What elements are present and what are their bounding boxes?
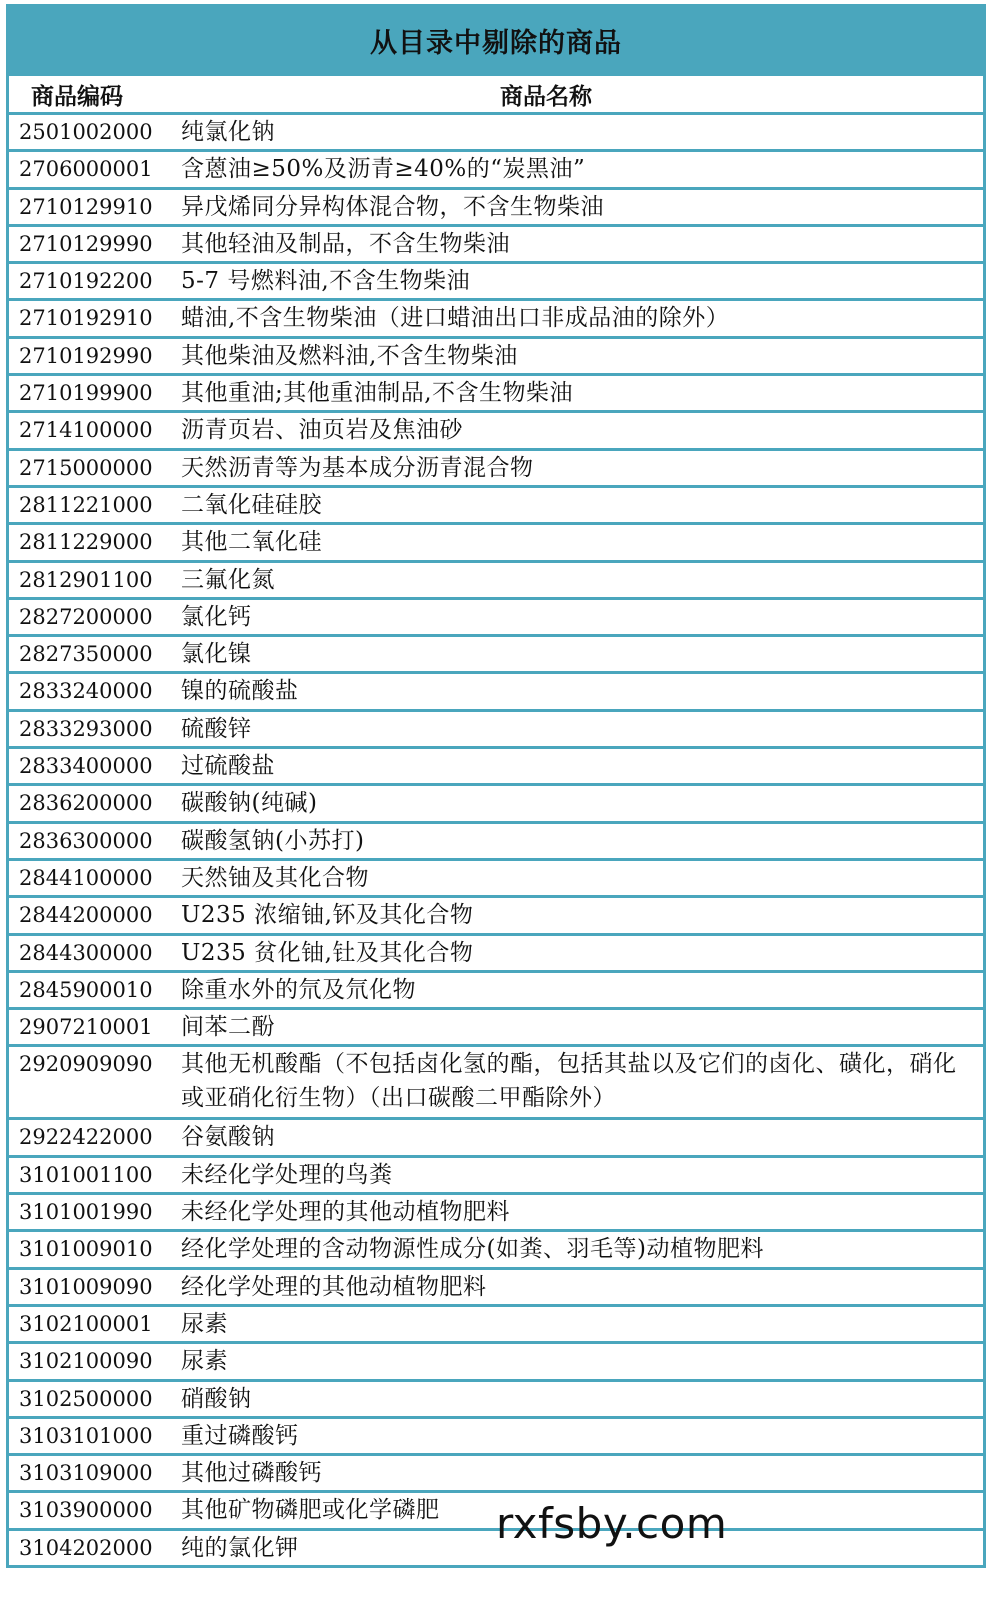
table-row xyxy=(9,1010,983,1047)
table-row xyxy=(9,413,983,450)
product-code-cell: 2844200000 xyxy=(19,903,153,928)
product-code-cell: 2710129910 xyxy=(19,194,153,219)
product-name-cell: 天然沥青等为基本成分沥青混合物 xyxy=(181,454,534,481)
product-name-cell: 除重水外的氘及氘化物 xyxy=(181,976,416,1003)
table-row xyxy=(9,861,983,898)
product-code-cell: 2827200000 xyxy=(19,604,153,629)
product-code-cell: 2811221000 xyxy=(19,492,153,517)
product-code-cell: 3101001990 xyxy=(19,1200,153,1225)
table-row xyxy=(9,1270,983,1307)
product-name-cell: 其他二氧化硅 xyxy=(181,529,322,556)
product-name-cell: 镍的硫酸盐 xyxy=(181,678,299,705)
table-row xyxy=(9,227,983,264)
product-name-cell: 天然铀及其化合物 xyxy=(181,864,369,891)
product-code-cell: 2833293000 xyxy=(19,716,153,741)
watermark-text: rxfsby.com xyxy=(496,1499,728,1548)
table-row xyxy=(9,1120,983,1157)
product-name-cell: 三氟化氮 xyxy=(181,566,275,593)
product-code-cell: 2920909090 xyxy=(19,1052,153,1077)
table-row xyxy=(9,1158,983,1195)
table-row xyxy=(9,712,983,749)
product-name-cell: 其他矿物磷肥或化学磷肥 xyxy=(181,1497,440,1524)
table-row xyxy=(9,1047,983,1120)
product-code-cell: 3104202000 xyxy=(19,1535,153,1560)
product-code-cell: 2710129990 xyxy=(19,231,153,256)
table-row xyxy=(9,1344,983,1381)
table-row xyxy=(9,264,983,301)
product-name-cell: 经化学处理的其他动植物肥料 xyxy=(181,1273,487,1300)
product-name-cell: 沥青页岩、油页岩及焦油砂 xyxy=(181,417,463,444)
table-header-row xyxy=(9,76,983,115)
product-code-cell: 2844300000 xyxy=(19,940,153,965)
product-name-cell: 纯氯化钠 xyxy=(181,119,275,145)
table-row xyxy=(9,115,983,152)
product-code-cell: 2833240000 xyxy=(19,679,153,704)
table-row xyxy=(9,973,983,1010)
product-code-cell: 2907210001 xyxy=(19,1015,153,1040)
product-name-cell: 二氧化硅硅胶 xyxy=(181,491,322,518)
column-header-name: 商品名称 xyxy=(500,83,592,110)
product-code-cell: 2812901100 xyxy=(19,567,153,592)
product-code-cell: 3102500000 xyxy=(19,1386,153,1411)
product-code-cell: 2844100000 xyxy=(19,865,153,890)
product-code-cell: 2845900010 xyxy=(19,977,153,1002)
product-name-cell: 尿素 xyxy=(181,1310,228,1337)
product-code-cell: 3101009010 xyxy=(19,1237,153,1262)
product-name-cell: 其他重油;其他重油制品,不含生物柴油 xyxy=(181,380,574,407)
table-row xyxy=(9,1456,983,1493)
product-code-cell: 3103900000 xyxy=(19,1498,153,1523)
product-name-cell: 经化学处理的含动物源性成分(如粪、羽毛等)动植物肥料 xyxy=(181,1236,764,1263)
product-name-cell: 碳酸氢钠(小苏打) xyxy=(181,827,365,854)
table-row xyxy=(9,525,983,562)
product-name-cell: 其他过磷酸钙 xyxy=(181,1460,322,1487)
product-code-cell: 2836200000 xyxy=(19,791,153,816)
product-code-cell: 2811229000 xyxy=(19,530,153,555)
product-name-cell: 硫酸锌 xyxy=(181,715,252,742)
product-code-cell: 3103101000 xyxy=(19,1423,153,1448)
table-row xyxy=(9,674,983,711)
product-code-cell: 2827350000 xyxy=(19,642,153,667)
table-row xyxy=(9,190,983,227)
table-row xyxy=(9,786,983,823)
product-name-cell: U235 浓缩铀,钚及其化合物 xyxy=(181,902,474,929)
product-name-cell: 尿素 xyxy=(181,1348,228,1375)
product-name-cell: 重过磷酸钙 xyxy=(181,1422,299,1449)
product-name-cell: 氯化镍 xyxy=(181,641,252,668)
table-row xyxy=(9,637,983,674)
product-name-cell: 其他轻油及制品，不含生物柴油 xyxy=(181,230,510,257)
product-name-cell: 5-7 号燃料油,不含生物柴油 xyxy=(181,268,471,295)
product-name-cell: 碳酸钠(纯碱) xyxy=(181,790,318,817)
product-code-cell: 2706000001 xyxy=(19,157,153,182)
product-code-cell: 3101001100 xyxy=(19,1162,153,1187)
product-code-cell: 2833400000 xyxy=(19,754,153,779)
product-name-cell: 蜡油,不含生物柴油（进口蜡油出口非成品油的除外） xyxy=(181,305,730,332)
table-row xyxy=(9,376,983,413)
product-name-cell: 纯的氯化钾 xyxy=(181,1534,299,1561)
product-name-cell: U235 贫化铀,钍及其化合物 xyxy=(181,939,474,966)
table-row xyxy=(9,451,983,488)
table-row xyxy=(9,749,983,786)
table-row xyxy=(9,1419,983,1456)
product-name-cell: 其他无机酸酯（不包括卤化氢的酯，包括其盐以及它们的卤化、磺化，硝化或亚硝化衍生物）（出口碳酸二甲酯除外） xyxy=(181,1051,957,1112)
product-table xyxy=(6,76,986,1568)
product-name-cell: 谷氨酸钠 xyxy=(181,1124,275,1151)
table-row xyxy=(9,488,983,525)
product-name-cell: 硝酸钠 xyxy=(181,1385,252,1412)
table-row xyxy=(9,824,983,861)
product-name-cell: 含蒽油≥50%及沥青≥40%的“炭黑油” xyxy=(181,156,586,183)
product-code-cell: 2710192990 xyxy=(19,343,153,368)
table-row xyxy=(9,563,983,600)
table-body xyxy=(9,115,983,1568)
product-name-cell: 未经化学处理的其他动植物肥料 xyxy=(181,1199,510,1226)
product-name-cell: 氯化钙 xyxy=(181,603,252,630)
product-name-cell: 未经化学处理的鸟粪 xyxy=(181,1161,393,1188)
table-row xyxy=(9,1307,983,1344)
product-code-cell: 3102100001 xyxy=(19,1311,153,1336)
product-code-cell: 3101009090 xyxy=(19,1274,153,1299)
table-title: 从目录中剔除的商品 xyxy=(6,4,986,76)
product-code-cell: 2710192910 xyxy=(19,306,153,331)
table-row xyxy=(9,1382,983,1419)
table-row xyxy=(9,936,983,973)
product-code-cell: 2710199900 xyxy=(19,381,153,406)
product-code-cell: 2922422000 xyxy=(19,1125,153,1150)
table-row xyxy=(9,600,983,637)
product-code-cell: 3103109000 xyxy=(19,1461,153,1486)
table-row xyxy=(9,301,983,338)
product-name-cell: 其他柴油及燃料油,不含生物柴油 xyxy=(181,342,518,369)
product-code-cell: 2501002000 xyxy=(19,120,153,144)
catalog-table-page xyxy=(6,4,986,1568)
product-name-cell: 间苯二酚 xyxy=(181,1014,275,1041)
product-code-cell: 2714100000 xyxy=(19,418,153,443)
product-code-cell: 3102100090 xyxy=(19,1349,153,1374)
product-name-cell: 过硫酸盐 xyxy=(181,753,275,780)
table-row xyxy=(9,1232,983,1269)
table-row xyxy=(9,898,983,935)
product-name-cell: 异戊烯同分异构体混合物，不含生物柴油 xyxy=(181,193,604,220)
table-row xyxy=(9,1195,983,1232)
product-code-cell: 2715000000 xyxy=(19,455,153,480)
column-header-code: 商品编码 xyxy=(31,83,123,110)
table-row xyxy=(9,152,983,189)
product-code-cell: 2836300000 xyxy=(19,828,153,853)
table-row xyxy=(9,339,983,376)
product-code-cell: 2710192200 xyxy=(19,269,153,294)
